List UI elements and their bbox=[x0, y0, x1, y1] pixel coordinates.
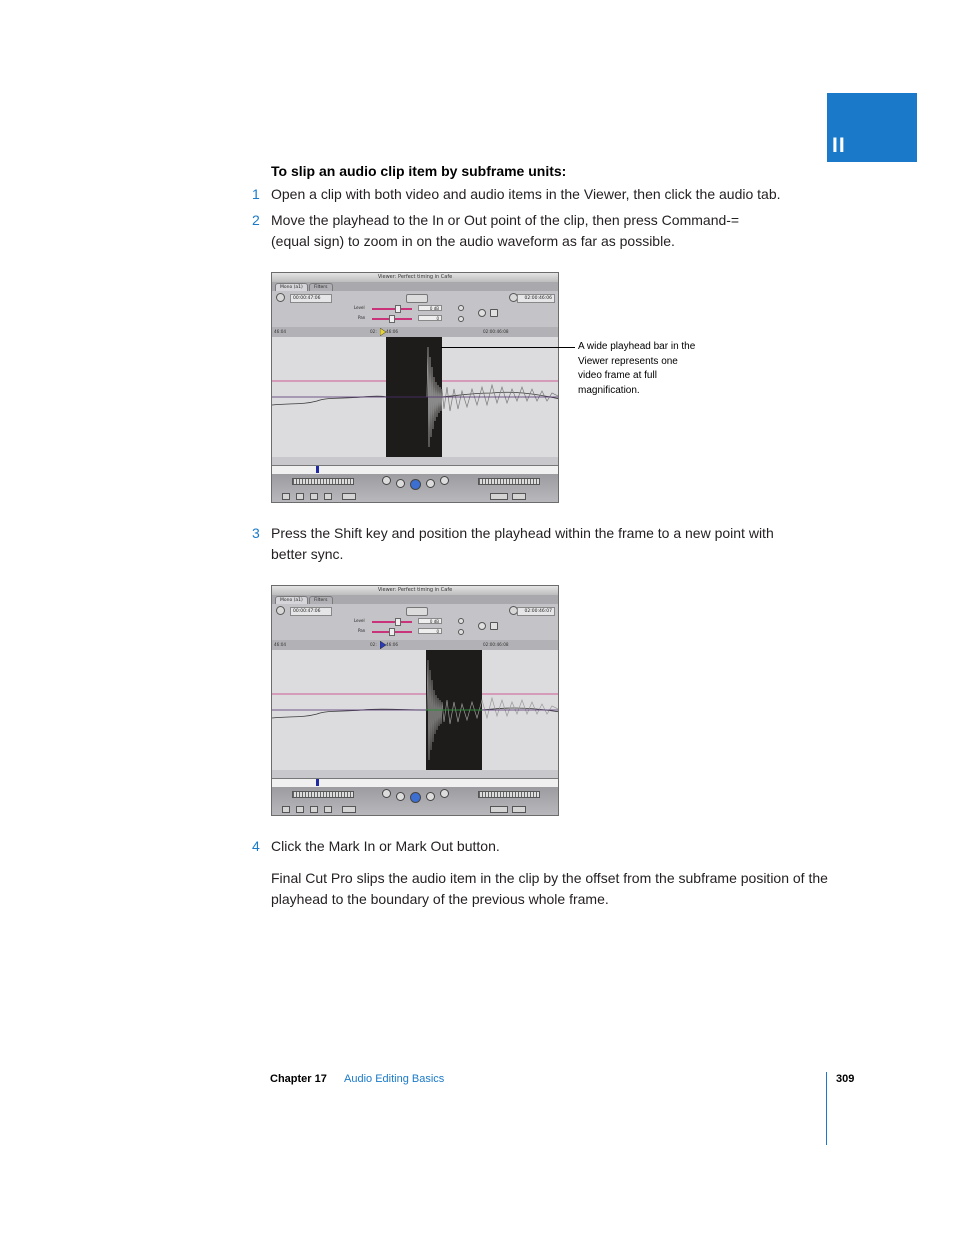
current-timecode[interactable]: 02:00:46:06 bbox=[517, 294, 555, 303]
jog-control[interactable] bbox=[292, 791, 354, 798]
slider-knob[interactable] bbox=[395, 618, 401, 626]
audio-controls bbox=[272, 604, 558, 641]
recent-clips-button[interactable] bbox=[490, 493, 508, 500]
figure-caption: A wide playhead bar in the Viewer represents one video frame at full magnification. bbox=[578, 341, 696, 396]
shuttle-control[interactable] bbox=[478, 791, 540, 798]
viewer-tabs bbox=[272, 282, 558, 291]
dropdown-button[interactable] bbox=[406, 607, 428, 616]
footer-divider bbox=[826, 1072, 827, 1145]
horizontal-scrollbar[interactable] bbox=[272, 457, 558, 466]
pan-value[interactable]: 0 bbox=[418, 628, 442, 634]
current-timecode[interactable]: 02:00:46:07 bbox=[517, 607, 555, 616]
pan-label: Pan bbox=[358, 628, 366, 633]
play-around-button[interactable] bbox=[426, 792, 435, 801]
viewer-screenshot-2 bbox=[271, 585, 559, 816]
playhead-marker-icon[interactable] bbox=[380, 641, 386, 649]
audio-waveform[interactable] bbox=[272, 337, 558, 457]
play-around-button[interactable] bbox=[426, 479, 435, 488]
match-frame-button[interactable] bbox=[342, 493, 356, 500]
ruler-label-left: 46:04 bbox=[274, 329, 287, 334]
add-marker-button[interactable] bbox=[324, 806, 332, 813]
play-button[interactable] bbox=[410, 479, 421, 490]
generator-button[interactable] bbox=[512, 493, 526, 500]
viewer-bottom bbox=[272, 457, 558, 503]
hand-icon[interactable] bbox=[490, 309, 498, 317]
level-slider[interactable] bbox=[372, 308, 412, 310]
step-number: 2 bbox=[252, 212, 260, 228]
level-label: Level bbox=[354, 305, 365, 310]
step-text: Click the Mark In or Mark Out button. bbox=[271, 838, 500, 854]
result-paragraph: Final Cut Pro slips the audio item in the clip by the offset from the subframe position of the playhead to the boundary of the previous whole frame. bbox=[271, 870, 828, 907]
dropdown-button[interactable] bbox=[406, 294, 428, 303]
step-number: 1 bbox=[252, 186, 260, 202]
mark-clip-button[interactable] bbox=[282, 806, 290, 813]
play-button[interactable] bbox=[410, 792, 421, 803]
prev-edit-button[interactable] bbox=[382, 789, 391, 798]
level-value[interactable]: 0 dB bbox=[418, 305, 442, 311]
footer-chapter-title[interactable]: Audio Editing Basics bbox=[344, 1073, 445, 1085]
clock-icon bbox=[276, 606, 285, 615]
ruler-label-mid2: 46:06 bbox=[386, 329, 399, 334]
footer-chapter: Chapter 17 bbox=[270, 1073, 327, 1085]
tab-filters[interactable]: Filters bbox=[309, 596, 333, 605]
level-slider[interactable] bbox=[372, 621, 412, 623]
page-number: 309 bbox=[836, 1073, 855, 1085]
level-value[interactable]: 0 dB bbox=[418, 618, 442, 624]
tab-audio[interactable]: Mono (a1) bbox=[275, 596, 308, 605]
playhead-marker-icon[interactable] bbox=[380, 328, 386, 336]
pan-value[interactable]: 0 bbox=[418, 315, 442, 321]
audio-controls bbox=[272, 291, 558, 328]
scrubber-playhead[interactable] bbox=[316, 779, 319, 786]
generator-button[interactable] bbox=[512, 806, 526, 813]
tab-audio[interactable]: Mono (a1) bbox=[275, 283, 308, 292]
pan-slider[interactable] bbox=[372, 631, 412, 633]
play-in-out-button[interactable] bbox=[396, 792, 405, 801]
waveform-graphic bbox=[272, 650, 559, 770]
step-number: 3 bbox=[252, 525, 260, 541]
slider-knob[interactable] bbox=[389, 315, 395, 323]
hand-icon[interactable] bbox=[490, 622, 498, 630]
add-marker-button[interactable] bbox=[324, 493, 332, 500]
mark-clip-button[interactable] bbox=[282, 493, 290, 500]
next-edit-button[interactable] bbox=[440, 789, 449, 798]
ruler-label-mid2: 46:06 bbox=[386, 642, 399, 647]
procedure-heading: To slip an audio clip item by subframe units: bbox=[271, 163, 567, 179]
pan-label: Pan bbox=[358, 315, 366, 320]
transport-controls bbox=[272, 787, 558, 816]
waveform-graphic bbox=[272, 337, 559, 457]
slider-knob[interactable] bbox=[395, 305, 401, 313]
mark-out-button[interactable] bbox=[310, 493, 318, 500]
ruler-label-right: 02:00:46:08 bbox=[483, 642, 509, 647]
step-text: Move the playhead to the In or Out point of the clip, then press Command-= (equal sign) to zoom in on the audio waveform as far as possible. bbox=[271, 212, 740, 249]
play-in-out-button[interactable] bbox=[396, 479, 405, 488]
scrubber-playhead[interactable] bbox=[316, 466, 319, 473]
ruler-label-right: 02:00:46:08 bbox=[483, 329, 509, 334]
match-frame-button[interactable] bbox=[342, 806, 356, 813]
mark-in-button[interactable] bbox=[296, 493, 304, 500]
tab-filters[interactable]: Filters bbox=[309, 283, 333, 292]
duration-timecode[interactable]: 00:00:47:06 bbox=[290, 607, 332, 616]
transport-controls bbox=[272, 474, 558, 503]
viewer-screenshot-1 bbox=[271, 272, 559, 503]
reset-icon[interactable] bbox=[458, 618, 464, 624]
marker-icon[interactable] bbox=[478, 622, 486, 630]
part-tab-label: II bbox=[832, 134, 846, 157]
marker-icon[interactable] bbox=[478, 309, 486, 317]
pan-slider[interactable] bbox=[372, 318, 412, 320]
viewer-tabs bbox=[272, 595, 558, 604]
step-text: Press the Shift key and position the playhead within the frame to a new point with better sync. bbox=[271, 525, 774, 562]
shuttle-control[interactable] bbox=[478, 478, 540, 485]
mark-out-button[interactable] bbox=[310, 806, 318, 813]
clock-icon bbox=[276, 293, 285, 302]
ruler-label-mid: 02: bbox=[370, 329, 377, 334]
ruler-label-mid: 02: bbox=[370, 642, 377, 647]
prev-edit-button[interactable] bbox=[382, 476, 391, 485]
duration-timecode[interactable]: 00:00:47:06 bbox=[290, 294, 332, 303]
horizontal-scrollbar[interactable] bbox=[272, 770, 558, 779]
audio-waveform[interactable] bbox=[272, 650, 558, 770]
viewer-bottom bbox=[272, 770, 558, 816]
slider-knob[interactable] bbox=[389, 628, 395, 636]
window-title: Viewer: Perfect timing in Cafe bbox=[377, 587, 453, 593]
reset-icon[interactable] bbox=[458, 629, 464, 635]
next-edit-button[interactable] bbox=[440, 476, 449, 485]
jog-control[interactable] bbox=[292, 478, 354, 485]
recent-clips-button[interactable] bbox=[490, 806, 508, 813]
step-text: Open a clip with both video and audio items in the Viewer, then click the audio tab. bbox=[271, 186, 781, 202]
mark-in-button[interactable] bbox=[296, 806, 304, 813]
part-tab bbox=[827, 93, 917, 162]
window-title: Viewer: Perfect timing in Cafe bbox=[377, 274, 453, 280]
reset-icon[interactable] bbox=[458, 316, 464, 322]
callout-line bbox=[441, 347, 575, 348]
reset-icon[interactable] bbox=[458, 305, 464, 311]
level-label: Level bbox=[354, 618, 365, 623]
ruler-label-left: 46:04 bbox=[274, 642, 287, 647]
step-number: 4 bbox=[252, 838, 260, 854]
